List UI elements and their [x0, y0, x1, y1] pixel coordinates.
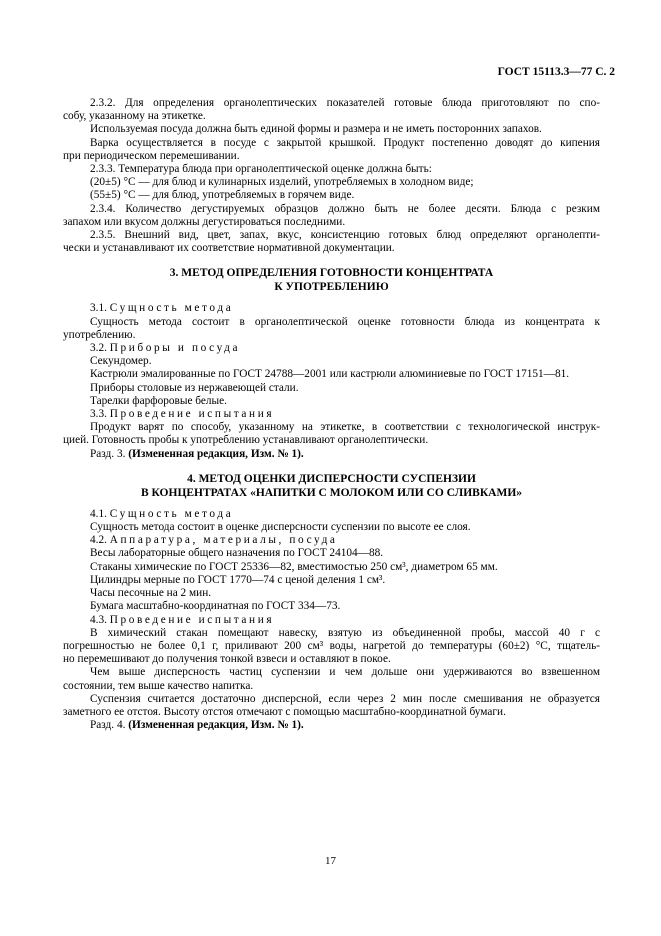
subsection-title: Аппаратура, материалы, посуда	[109, 534, 338, 547]
list-item: Приборы столовые из нержавеющей стали.	[90, 381, 299, 394]
paragraph-2-3-2-cont: собу, указанному на этикетке.	[63, 110, 206, 123]
section-3-heading-line1: 3. МЕТОД ОПРЕДЕЛЕНИЯ ГОТОВНОСТИ КОНЦЕНТРАТА	[169, 267, 494, 280]
subsection-3-3-title	[63, 408, 600, 421]
paragraph-2-3-2: 2.3.2. Для определения органолептических показателей готовые блюда приготовляют по спо-	[90, 97, 600, 109]
subsection-title: Приборы и посуда	[109, 342, 241, 355]
paragraph-4-3-1: В химический стакан помещают навеску, взятую из объединенной пробы, массой 40 г с	[90, 626, 600, 639]
subsection-3-2-title	[63, 342, 600, 355]
paragraph-4-3-1-cont: погрешностью не более 0,1 г, приливают 200 см³ воды, нагретой до температуры (60±2) °С, тщатель-	[63, 639, 600, 652]
section-3-heading-line2: К УПОТРЕБЛЕНИЮ	[274, 281, 389, 294]
paragraph-4-3-2: Чем выше дисперсность частиц суспензии и чем дольше они удерживаются во взвешенном	[90, 666, 600, 679]
paragraph-2-3-5-cont: чески и устанавливают их соответствие нормативной документации.	[63, 242, 395, 255]
subsection-number: 3.2.	[90, 342, 107, 355]
paragraph-4-3-2-cont: состоянии, тем выше качество напитка.	[63, 679, 254, 692]
document-body	[63, 97, 600, 732]
amendment-prefix: Разд. 4.	[90, 719, 126, 732]
list-item: Секундомер.	[90, 355, 152, 368]
subsection-title: Проведение испытания	[109, 408, 275, 421]
amendment-note: (Измененная редакция, Изм. № 1).	[128, 447, 304, 460]
subsection-number: 4.3.	[90, 613, 107, 626]
subsection-number: 3.3.	[90, 408, 107, 421]
subsection-4-1-title	[63, 508, 600, 521]
paragraph-2-3-4-cont: запахом или вкусом должны дегустироваться последними.	[63, 215, 346, 228]
paragraph-3-3-cont: цией. Готовность пробы к употреблению устанавливают органолептически.	[63, 434, 429, 447]
section-4-heading-line1: 4. МЕТОД ОЦЕНКИ ДИСПЕРСНОСТИ СУСПЕНЗИИ	[187, 472, 476, 485]
subsection-title: Сущность метода	[109, 507, 234, 520]
subsection-number: 4.2.	[90, 534, 107, 547]
paragraph-posuda: Используемая посуда должна быть единой формы и размера и не иметь посторонних запахов.	[90, 123, 542, 136]
section-4-heading	[63, 472, 600, 500]
list-item: Кастрюли эмалированные по ГОСТ 24788—2001 или кастрюли алюминиевые по ГОСТ 17151—81.	[90, 368, 570, 381]
list-item: Весы лабораторные общего назначения по ГОСТ 24104—88.	[90, 547, 384, 560]
paragraph-4-3-1-end: но перемешивают до получения тонкой взвеси и оставляют в покое.	[63, 653, 391, 666]
paragraph-temp-hot: (55±5) °С — для блюд, употребляемых в горячем виде.	[90, 189, 355, 202]
paragraph-3-1: Сущность метода состоит в органолептической оценке готовности блюда из концентрата к	[90, 315, 600, 328]
list-item: Тарелки фарфоровые белые.	[90, 394, 227, 407]
page-number: 17	[325, 855, 336, 867]
section-3-heading	[63, 266, 600, 294]
paragraph-temp-cold: (20±5) °С — для блюд и кулинарных изделий, употребляемых в холодном виде;	[90, 176, 474, 189]
list-item: Часы песочные на 2 мин.	[90, 587, 212, 600]
paragraph-varka-cont: при периодическом перемешивании.	[63, 149, 240, 162]
amendment-prefix: Разд. 3.	[90, 447, 126, 460]
paragraph-4-1: Сущность метода состоит в оценке дисперсности суспензии по высоте ее слоя.	[90, 521, 471, 534]
section-4-heading-line2: В КОНЦЕНТРАТАХ «НАПИТКИ С МОЛОКОМ ИЛИ СО СЛИВКАМИ»	[140, 486, 523, 499]
paragraph-4-3-3-cont: заметного ее отстоя. Высоту отстоя отмечают с помощью масштабно-координатной бумаги.	[63, 705, 506, 718]
list-item: Цилиндры мерные по ГОСТ 1770—74 с ценой деления 1 см³.	[90, 573, 386, 586]
amendment-note: (Измененная редакция, Изм. № 1).	[128, 719, 304, 732]
subsection-number: 4.1.	[90, 507, 107, 520]
subsection-4-2-title	[63, 534, 600, 547]
paragraph-2-3-4: 2.3.4. Количество дегустируемых образцов должно быть не более десяти. Блюда с резким	[90, 202, 600, 215]
subsection-3-1-title	[63, 302, 600, 315]
paragraph-4-3-3: Суспензия считается достаточно дисперсной, если через 2 мин после смешивания не образуется	[90, 692, 600, 705]
list-item: Стаканы химические по ГОСТ 25336—82, вместимостью 250 см³, диаметром 65 мм.	[90, 560, 498, 573]
paragraph-3-3: Продукт варят по способу, указанному на этикетке, в соответствии с технологической инструк-	[90, 421, 600, 434]
subsection-title: Проведение испытания	[109, 613, 275, 626]
section-3-amendment	[63, 448, 600, 461]
paragraph-2-3-3: 2.3.3. Температура блюда при органолептической оценке должна быть:	[90, 163, 432, 176]
paragraph-varka: Варка осуществляется в посуде с закрытой крышкой. Продукт постепенно доводят до кипения	[90, 136, 600, 149]
section-4-amendment	[63, 719, 600, 732]
list-item: Бумага масштабно-координатная по ГОСТ 334—73.	[90, 600, 341, 613]
subsection-number: 3.1.	[90, 302, 107, 315]
paragraph-2-3-5: 2.3.5. Внешний вид, цвет, запах, вкус, консистенцию готовых блюд определяют органолепти-	[90, 229, 600, 242]
page-header: ГОСТ 15113.3—77 С. 2	[497, 66, 615, 78]
paragraph-3-1-cont: употреблению.	[63, 328, 136, 341]
subsection-title: Сущность метода	[109, 302, 234, 315]
subsection-4-3-title	[63, 614, 600, 627]
